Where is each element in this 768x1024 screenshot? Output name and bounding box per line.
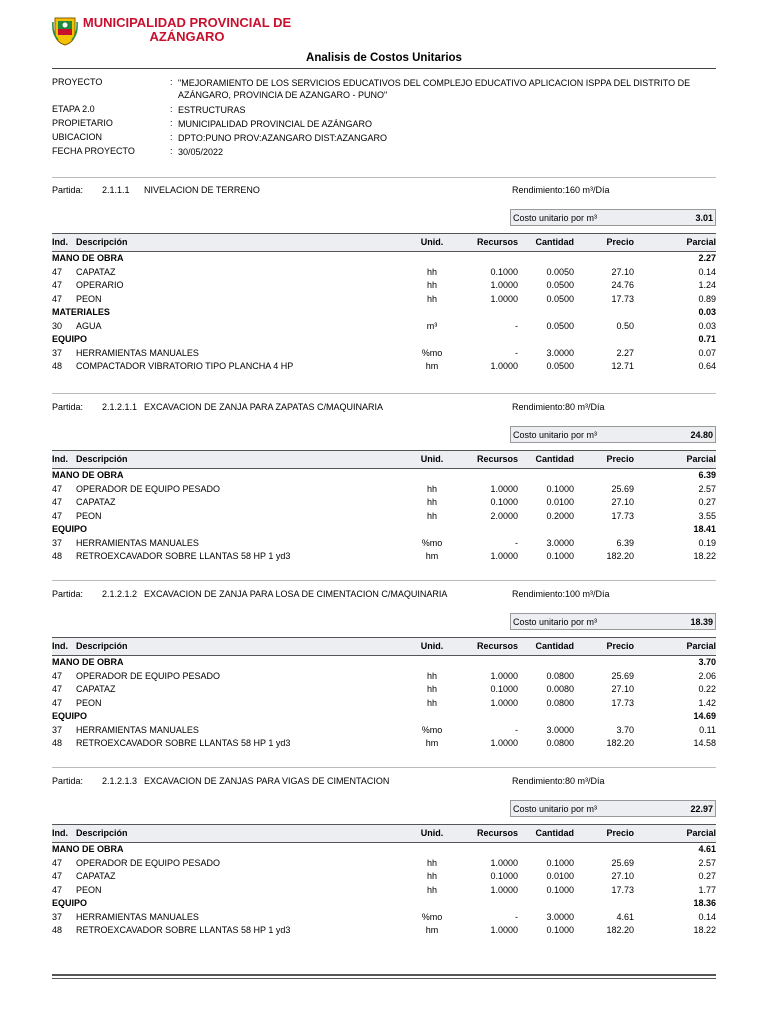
page-title: Analisis de Costos Unitarios xyxy=(306,52,462,64)
cell-cant: 0.0500 xyxy=(546,361,574,371)
group-row xyxy=(52,469,716,483)
cell-rec: 0.1000 xyxy=(490,497,518,507)
cell-unid: hh xyxy=(426,497,437,507)
cell-par: 1.24 xyxy=(698,280,716,290)
cell-par: 2.57 xyxy=(698,857,716,868)
cell-par: 0.14 xyxy=(698,911,716,922)
group-name: EQUIPO xyxy=(52,711,88,721)
cell-unid: %mo xyxy=(421,724,443,735)
header-row-project: PROYECTO : "MEJORAMIENTO DE LOS SERVICIOS EDUCATIVOS DEL COMPLEJO EDUCATIVO APLICACION ISPPA DEL DISTRITO DE AZÁNGARO, PROVINCIA DE AZANGARO - PUNO" xyxy=(52,77,691,100)
partida-yield: Rendimiento:80 m³/Día xyxy=(512,776,605,786)
cell-unid: m³ xyxy=(426,320,438,331)
cell-cant: 0.0100 xyxy=(546,871,574,881)
cell-rec: - xyxy=(515,347,518,358)
cell-ind: 37 xyxy=(52,537,63,548)
column-header-cant: Cantidad xyxy=(535,237,574,247)
cell-desc: CAPATAZ xyxy=(76,871,116,881)
table-row xyxy=(52,884,716,898)
table-header xyxy=(52,233,716,252)
cell-unid: hm xyxy=(425,551,439,561)
cell-cant: 3.0000 xyxy=(546,537,574,548)
table-row xyxy=(52,870,716,884)
column-header-par: Parcial xyxy=(686,641,716,651)
unit-cost-box xyxy=(510,209,716,226)
cell-ind: 30 xyxy=(52,320,63,331)
cell-rec: - xyxy=(515,724,518,735)
cell-cant: 0.0500 xyxy=(546,320,574,331)
cell-pre: 27.10 xyxy=(611,266,634,277)
table-row xyxy=(52,496,716,510)
unit-cost-value: 18.39 xyxy=(690,617,713,627)
partida-label: Partida: xyxy=(52,185,84,195)
cell-unid: hh xyxy=(426,697,437,708)
column-header-pre: Precio xyxy=(606,237,634,247)
cell-unid: hh xyxy=(426,266,437,277)
partida-yield: Rendimiento:80 m³/Día xyxy=(512,402,605,412)
partida-code: 2.1.2.1.3 xyxy=(102,776,138,786)
table-row xyxy=(52,320,716,334)
partida-block xyxy=(52,185,716,374)
group-name: EQUIPO xyxy=(52,898,88,908)
cell-cant: 0.0050 xyxy=(546,266,574,277)
cell-ind: 37 xyxy=(52,724,63,735)
group-row xyxy=(52,656,716,670)
group-row xyxy=(52,843,716,857)
column-header-desc: Descripción xyxy=(76,641,128,651)
table-row xyxy=(52,724,716,738)
cell-pre: 25.69 xyxy=(611,857,634,868)
cell-desc: CAPATAZ xyxy=(76,684,116,694)
table-row xyxy=(52,293,716,307)
cell-desc: RETROEXCAVADOR SOBRE LLANTAS 58 HP 1 yd3 xyxy=(76,551,291,561)
cell-ind: 47 xyxy=(52,884,63,895)
cell-rec: 1.0000 xyxy=(490,361,518,371)
group-row xyxy=(52,710,716,724)
partida-line xyxy=(52,776,716,790)
cell-par: 0.14 xyxy=(698,266,716,277)
cell-unid: hm xyxy=(425,738,439,748)
partida-code: 2.1.2.1.2 xyxy=(102,589,138,599)
partida-block xyxy=(52,589,716,751)
table-row xyxy=(52,279,716,293)
partida-yield: Rendimiento:160 m³/Día xyxy=(512,185,610,195)
unit-cost-box xyxy=(510,613,716,630)
cell-unid: hh xyxy=(426,280,437,290)
column-header-cant: Cantidad xyxy=(535,828,574,838)
cell-ind: 47 xyxy=(52,670,63,681)
cell-cant: 0.0080 xyxy=(546,684,574,694)
unit-cost-value: 24.80 xyxy=(690,430,713,440)
group-name: MANO DE OBRA xyxy=(52,844,124,854)
cell-unid: hh xyxy=(426,483,437,494)
cell-unid: %mo xyxy=(421,537,443,548)
partida-description: EXCAVACION DE ZANJAS PARA VIGAS DE CIMENTACION xyxy=(144,776,390,786)
cell-rec: 0.1000 xyxy=(490,684,518,694)
cell-pre: 182.20 xyxy=(606,925,634,935)
partida-yield: Rendimiento:100 m³/Día xyxy=(512,589,610,599)
cell-desc: PEON xyxy=(76,293,102,304)
column-header-par: Parcial xyxy=(686,454,716,464)
cell-desc: RETROEXCAVADOR SOBRE LLANTAS 58 HP 1 yd3 xyxy=(76,738,291,748)
table-row xyxy=(52,683,716,697)
cell-par: 14.58 xyxy=(693,738,716,748)
cell-pre: 27.10 xyxy=(611,497,634,507)
cell-par: 0.64 xyxy=(698,361,716,371)
cell-par: 0.19 xyxy=(698,537,716,548)
group-row xyxy=(52,306,716,320)
column-header-par: Parcial xyxy=(686,828,716,838)
cell-cant: 0.1000 xyxy=(546,925,574,935)
group-name: EQUIPO xyxy=(52,524,88,534)
cell-unid: hh xyxy=(426,510,437,521)
partida-block xyxy=(52,776,716,938)
table-row xyxy=(52,924,716,938)
cell-rec: 1.0000 xyxy=(490,670,518,681)
cell-desc: HERRAMIENTAS MANUALES xyxy=(76,724,199,735)
unit-cost-label: Costo unitario por m³ xyxy=(513,430,598,440)
cell-ind: 47 xyxy=(52,483,63,494)
cell-cant: 0.1000 xyxy=(546,857,574,868)
column-header-ind: Ind. xyxy=(52,828,68,838)
cell-par: 2.57 xyxy=(698,483,716,494)
cell-desc: OPERARIO xyxy=(76,280,124,290)
cell-pre: 17.73 xyxy=(611,510,634,521)
cell-pre: 182.20 xyxy=(606,738,634,748)
column-header-rec: Recursos xyxy=(476,237,518,247)
column-header-unid: Unid. xyxy=(420,454,444,464)
cell-ind: 47 xyxy=(52,510,63,521)
cell-pre: 3.70 xyxy=(616,724,634,735)
cell-desc: RETROEXCAVADOR SOBRE LLANTAS 58 HP 1 yd3 xyxy=(76,925,291,935)
divider xyxy=(52,767,716,768)
table-row xyxy=(52,911,716,925)
divider xyxy=(52,177,716,178)
cell-cant: 3.0000 xyxy=(546,347,574,358)
partida-label: Partida: xyxy=(52,589,84,599)
cell-par: 18.22 xyxy=(693,925,716,935)
cell-cant: 0.0800 xyxy=(546,738,574,748)
cell-rec: 1.0000 xyxy=(490,293,518,304)
cell-desc: PEON xyxy=(76,884,102,895)
cell-par: 1.42 xyxy=(698,697,716,708)
group-row xyxy=(52,252,716,266)
cell-desc: PEON xyxy=(76,510,102,521)
table-header xyxy=(52,637,716,656)
cell-par: 0.22 xyxy=(698,684,716,694)
cell-rec: 0.1000 xyxy=(490,871,518,881)
table-row xyxy=(52,360,716,374)
cell-par: 0.11 xyxy=(699,724,716,735)
column-header-desc: Descripción xyxy=(76,237,128,247)
cell-rec: 1.0000 xyxy=(490,280,518,290)
cell-pre: 17.73 xyxy=(611,884,634,895)
table-row xyxy=(52,737,716,751)
cell-cant: 0.1000 xyxy=(546,551,574,561)
cell-unid: hm xyxy=(425,361,439,371)
cell-desc: HERRAMIENTAS MANUALES xyxy=(76,537,199,548)
cell-cant: 0.0500 xyxy=(546,293,574,304)
partida-code: 2.1.1.1 xyxy=(102,185,130,195)
cell-pre: 25.69 xyxy=(611,483,634,494)
cell-pre: 17.73 xyxy=(611,293,634,304)
group-subtotal: 6.39 xyxy=(698,470,716,480)
partida-description: EXCAVACION DE ZANJA PARA ZAPATAS C/MAQUINARIA xyxy=(144,402,384,412)
table-row xyxy=(52,550,716,564)
cell-pre: 12.71 xyxy=(611,361,634,371)
unit-cost-box xyxy=(510,800,716,817)
column-header-desc: Descripción xyxy=(76,828,128,838)
cell-pre: 6.39 xyxy=(616,537,634,548)
group-subtotal: 2.27 xyxy=(698,253,716,263)
table-row xyxy=(52,266,716,280)
column-header-desc: Descripción xyxy=(76,454,128,464)
cell-ind: 47 xyxy=(52,266,63,277)
cell-pre: 182.20 xyxy=(606,551,634,561)
cell-pre: 25.69 xyxy=(611,670,634,681)
group-subtotal: 18.36 xyxy=(693,898,716,908)
cell-ind: 48 xyxy=(52,925,63,935)
cell-desc: COMPACTADOR VIBRATORIO TIPO PLANCHA 4 HP xyxy=(76,361,294,371)
partida-line xyxy=(52,185,716,199)
column-header-pre: Precio xyxy=(606,641,634,651)
cell-desc: CAPATAZ xyxy=(76,497,116,507)
cell-unid: hh xyxy=(426,857,437,868)
table-row xyxy=(52,347,716,361)
partida-label: Partida: xyxy=(52,402,84,412)
cell-desc: OPERADOR DE EQUIPO PESADO xyxy=(76,483,221,494)
cell-unid: %mo xyxy=(421,911,443,922)
column-header-par: Parcial xyxy=(686,237,716,247)
column-header-rec: Recursos xyxy=(476,641,518,651)
cell-rec: 1.0000 xyxy=(490,884,518,895)
cell-unid: hh xyxy=(426,871,437,881)
table-row xyxy=(52,670,716,684)
cell-par: 18.22 xyxy=(693,551,716,561)
cell-desc: HERRAMIENTAS MANUALES xyxy=(76,911,199,922)
cell-rec: 0.1000 xyxy=(490,266,518,277)
cell-cant: 3.0000 xyxy=(546,724,574,735)
cell-rec: 1.0000 xyxy=(490,738,518,748)
group-row xyxy=(52,333,716,347)
cell-unid: hh xyxy=(426,684,437,694)
cell-par: 2.06 xyxy=(698,670,716,681)
partida-label: Partida: xyxy=(52,776,84,786)
cell-ind: 48 xyxy=(52,361,63,371)
cell-ind: 47 xyxy=(52,871,63,881)
group-subtotal: 0.71 xyxy=(698,334,716,344)
cell-pre: 27.10 xyxy=(611,684,634,694)
cell-cant: 0.0800 xyxy=(546,670,574,681)
cell-par: 0.89 xyxy=(698,293,716,304)
table-row xyxy=(52,697,716,711)
cell-par: 0.27 xyxy=(698,871,716,881)
cell-rec: 1.0000 xyxy=(490,697,518,708)
table-header xyxy=(52,450,716,469)
cell-par: 0.03 xyxy=(698,320,716,331)
cell-ind: 47 xyxy=(52,697,63,708)
cell-rec: - xyxy=(515,911,518,922)
cell-par: 0.07 xyxy=(698,347,716,358)
cell-cant: 0.0100 xyxy=(546,497,574,507)
group-name: MATERIALES xyxy=(52,307,110,317)
cell-cant: 3.0000 xyxy=(546,911,574,922)
table-header xyxy=(52,824,716,843)
cell-pre: 0.50 xyxy=(616,320,634,331)
cell-ind: 47 xyxy=(52,857,63,868)
cell-unid: hh xyxy=(426,884,437,895)
group-row xyxy=(52,523,716,537)
unit-cost-box xyxy=(510,426,716,443)
group-subtotal: 4.61 xyxy=(698,844,716,854)
municipality-name: MUNICIPALIDAD PROVINCIAL DE AZÁNGARO xyxy=(82,15,292,44)
cell-desc: PEON xyxy=(76,697,102,708)
group-row xyxy=(52,897,716,911)
cell-rec: - xyxy=(515,537,518,548)
group-name: MANO DE OBRA xyxy=(52,470,124,480)
column-header-pre: Precio xyxy=(606,454,634,464)
table-row xyxy=(52,537,716,551)
partida-line xyxy=(52,589,716,603)
cell-ind: 37 xyxy=(52,347,63,358)
cell-ind: 47 xyxy=(52,497,63,507)
group-subtotal: 18.41 xyxy=(693,524,716,534)
column-header-unid: Unid. xyxy=(420,828,444,838)
cell-unid: hm xyxy=(425,925,439,935)
group-name: EQUIPO xyxy=(52,334,88,344)
column-header-ind: Ind. xyxy=(52,237,68,247)
footer-rule xyxy=(52,974,716,976)
group-name: MANO DE OBRA xyxy=(52,657,124,667)
cell-desc: HERRAMIENTAS MANUALES xyxy=(76,347,199,358)
cell-cant: 0.0800 xyxy=(546,697,574,708)
cell-rec: 1.0000 xyxy=(490,857,518,868)
title-divider xyxy=(52,68,716,69)
partida-line xyxy=(52,402,716,416)
partida-block xyxy=(52,402,716,564)
column-header-rec: Recursos xyxy=(476,828,518,838)
footer-rule xyxy=(52,978,716,979)
cell-par: 0.27 xyxy=(698,497,716,507)
group-subtotal: 0.03 xyxy=(698,307,716,317)
column-header-ind: Ind. xyxy=(52,454,68,464)
partida-code: 2.1.2.1.1 xyxy=(102,402,138,412)
cell-ind: 47 xyxy=(52,280,63,290)
cell-pre: 27.10 xyxy=(611,871,634,881)
unit-cost-label: Costo unitario por m³ xyxy=(513,213,598,223)
cell-pre: 4.61 xyxy=(616,911,634,922)
group-subtotal: 3.70 xyxy=(698,657,716,667)
cell-desc: OPERADOR DE EQUIPO PESADO xyxy=(76,857,221,868)
column-header-cant: Cantidad xyxy=(535,454,574,464)
cell-desc: AGUA xyxy=(76,320,102,331)
unit-cost-label: Costo unitario por m³ xyxy=(513,804,598,814)
municipal-crest-icon xyxy=(52,14,78,46)
group-name: MANO DE OBRA xyxy=(52,253,124,263)
group-subtotal: 14.69 xyxy=(693,711,716,721)
cell-unid: hh xyxy=(426,293,437,304)
column-header-ind: Ind. xyxy=(52,641,68,651)
partida-description: EXCAVACION DE ZANJA PARA LOSA DE CIMENTACION C/MAQUINARIA xyxy=(144,589,448,599)
cell-cant: 0.0500 xyxy=(546,280,574,290)
cell-pre: 24.76 xyxy=(611,280,634,290)
cell-rec: 2.0000 xyxy=(490,510,518,521)
cell-desc: CAPATAZ xyxy=(76,266,116,277)
cell-cant: 0.2000 xyxy=(546,510,574,521)
cell-cant: 0.1000 xyxy=(546,483,574,494)
cell-pre: 17.73 xyxy=(611,697,634,708)
cell-desc: OPERADOR DE EQUIPO PESADO xyxy=(76,670,221,681)
cell-unid: %mo xyxy=(421,347,443,358)
cell-rec: 1.0000 xyxy=(490,925,518,935)
partida-description: NIVELACION DE TERRENO xyxy=(144,185,260,195)
cell-cant: 0.1000 xyxy=(546,884,574,895)
cell-par: 3.55 xyxy=(698,510,716,521)
column-header-rec: Recursos xyxy=(476,454,518,464)
cell-ind: 47 xyxy=(52,293,63,304)
divider xyxy=(52,393,716,394)
column-header-cant: Cantidad xyxy=(535,641,574,651)
cell-rec: - xyxy=(515,320,518,331)
unit-cost-value: 3.01 xyxy=(695,213,713,223)
table-row xyxy=(52,857,716,871)
cell-ind: 48 xyxy=(52,738,63,748)
cell-ind: 37 xyxy=(52,911,63,922)
cell-unid: hh xyxy=(426,670,437,681)
cell-pre: 2.27 xyxy=(616,347,634,358)
cell-rec: 1.0000 xyxy=(490,483,518,494)
column-header-unid: Unid. xyxy=(420,641,444,651)
cell-rec: 1.0000 xyxy=(490,551,518,561)
cell-ind: 48 xyxy=(52,551,63,561)
table-row xyxy=(52,483,716,497)
cell-ind: 47 xyxy=(52,684,63,694)
cell-par: 1.77 xyxy=(698,884,716,895)
column-header-unid: Unid. xyxy=(420,237,444,247)
column-header-pre: Precio xyxy=(606,828,634,838)
table-row xyxy=(52,510,716,524)
unit-cost-label: Costo unitario por m³ xyxy=(513,617,598,627)
divider xyxy=(52,580,716,581)
unit-cost-value: 22.97 xyxy=(690,804,713,814)
